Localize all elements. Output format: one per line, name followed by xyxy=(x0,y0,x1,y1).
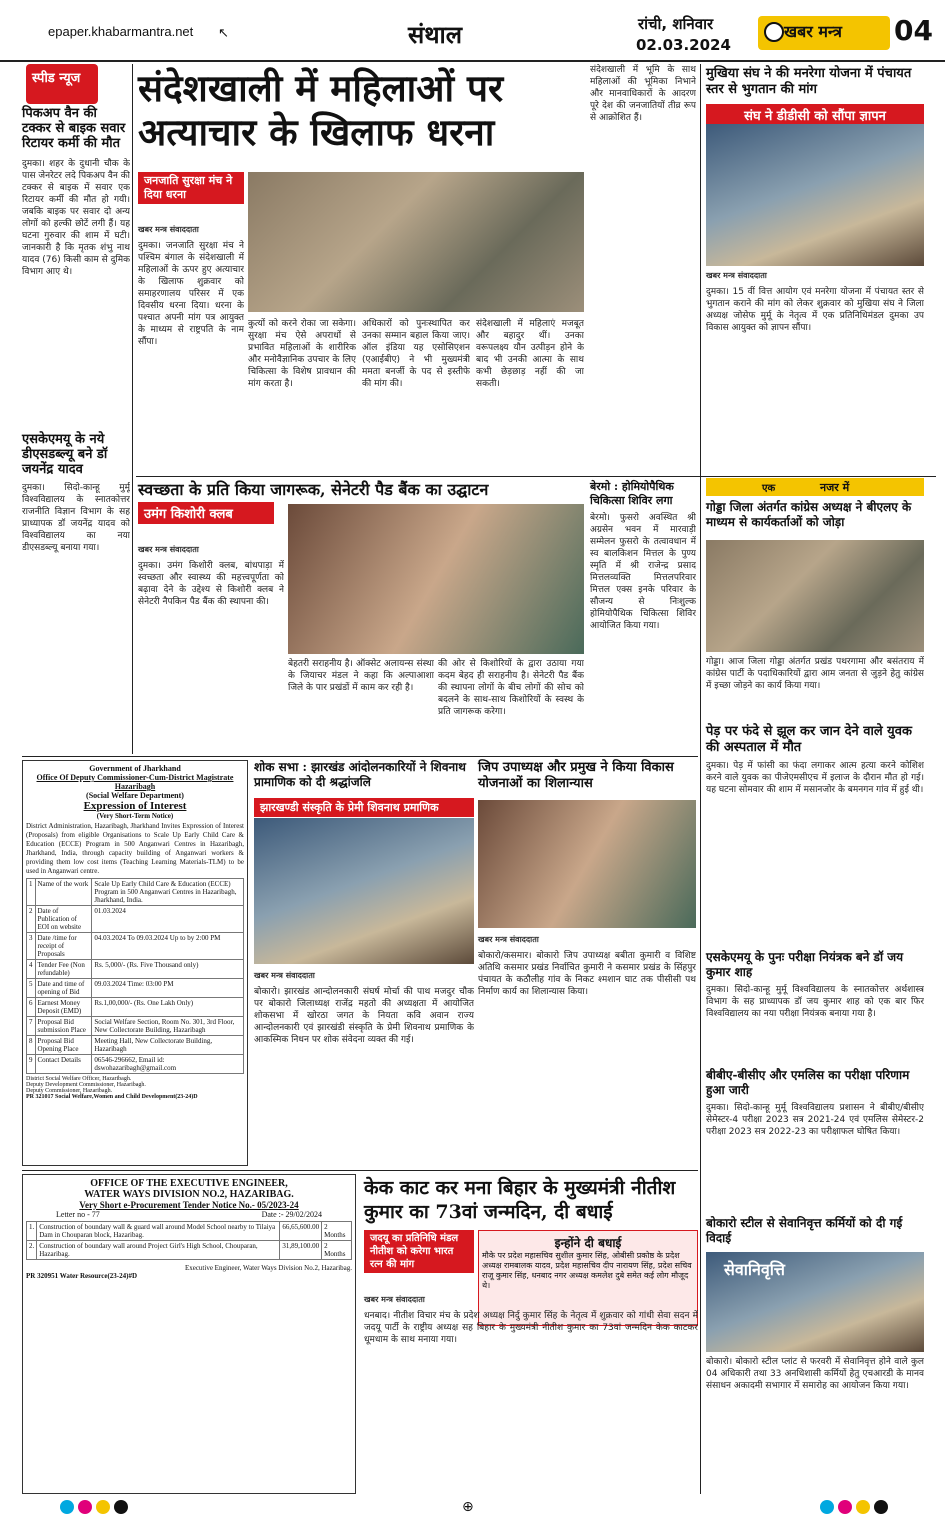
table-row xyxy=(27,979,244,998)
swachhta-body: दुमका। उमंग किशोरी क्लब, बांधपाड़ा में स्वच्छता और स्वास्थ्य की महत्त्वपूर्णता को बढ़ावा देने के उद्देश्य से किशोरी क्लब ने सेनेटरी नैपकिन पैड बैंक की स्थापना की। xyxy=(138,561,284,607)
table-cell: 2. xyxy=(27,1241,37,1260)
swachhta-subhead: उमंग किशोरी क्लब xyxy=(138,502,274,524)
table-cell: 9 xyxy=(27,1055,36,1074)
homeo-body: बेरमो। फुसरो अवस्थित श्री अग्रसेन भवन में मारवाड़ी सम्मेलन फुसरो के तत्वावधान में स्व बालकिशन मित्तल के पुण्य स्मृति में श्री राजेन्द्र प्रसाद मित्तलव्यक्ति मित्तलपरिवार मित्तल एक्स इनके परिवार के सौजन्य से निःशुल्क होमियोपैथिक चिकित्सा शिविर आयोजित किया गया। xyxy=(590,513,696,631)
notice2-sign: Executive Engineer, Water Ways Division No.2, Hazaribag. xyxy=(184,1264,352,1272)
masthead xyxy=(0,0,945,62)
table-cell: Social Welfare Section, Room No. 301, 3rd Floor, New Collectorate Building, Hazaribagh xyxy=(92,1017,244,1036)
speed-news-badge: स्पीड न्यूज xyxy=(26,64,98,104)
mukhiya-body: दुमका। 15 वीं वित्त आयोग एवं मनरेगा योजना में पंचायत स्तर से भुगतान कराने की मांग को लेकर शुक्रवार को मुखिया संघ ने जिला अध्यक्ष जोसेफ मुर्मू के नेतृत्व में एक प्रतिनिधिमंडल दुमका उप विकास आयुक्त को ज्ञापन सौंपा। xyxy=(706,287,924,333)
jip-byline: खबर मन्त्र संवाददाता xyxy=(478,935,539,944)
shok-photo xyxy=(254,818,474,964)
table-cell: 7 xyxy=(27,1017,36,1036)
page-number: 04 xyxy=(894,14,933,47)
issue-date: 02.03.2024 xyxy=(636,36,731,54)
city-day: रांची, शनिवार xyxy=(638,15,714,33)
notice1-line1: Government of Jharkhand xyxy=(89,764,181,773)
suicide-headline: पेड़ पर फंदे से झूल कर जान देने वाले युवक की अस्पताल में मौत xyxy=(706,724,912,755)
brand-logo-text: खबर मन्त्र xyxy=(784,22,842,41)
notice2-letter: Letter no - 77 xyxy=(56,1210,100,1219)
jac-body: दुमका। सिदो-कान्हू मुर्मू विश्वविद्यालय के स्नातकोत्तर अर्थशास्त्र विभाग के सह प्राध्यापक डॉ जय कुमार शाह को एक बार फिर विश्वविद्यालय का नया परीक्षा नियंत्रक बनाया गया है। xyxy=(706,985,924,1019)
table-row xyxy=(27,879,244,906)
table-cell: Tender Fee (Non refundable) xyxy=(35,960,92,979)
speed-news-body-2: दुमका। सिदो-कान्हू मुर्मू विश्वविद्यालय के स्नातकोत्तर राजनीति विज्ञान विभाग के सह प्राध्यापक डॉ जयनेंद्र यादव को विश्वविद्यालय का नया डीएसडब्ल्यू बनाया गया। xyxy=(22,483,130,553)
notice1-pr: PR 321017 Social Welfare,Women and Child Development(23-24)D xyxy=(26,1094,198,1100)
speed-news-headline-2: एसकेएमयू के नये डीएसडब्ल्यू बने डॉ जयनेंद्र यादव xyxy=(22,432,108,477)
table-cell: Contact Details xyxy=(35,1055,92,1074)
table-cell: Meeting Hall, New Collectorate Building, Hazaribagh xyxy=(92,1036,244,1055)
notice2-line2: WATER WAYS DIVISION NO.2, HAZARIBAG. xyxy=(84,1189,294,1200)
speed-news-body-1: दुमका। शहर के दुधानी चौक के पास जेनरेटर लदे पिकअप वैन की टक्कर से बाइक में सवार एक रिटायर कर्मी की मौत हो गयी। जबकि बाइक पर सवार दो अन्य लोगों को हल्की छोटें लगी हैं। यह घटना गुरुवार की शाम में घटी। जानकारी है कि मृतक शंभु नाथ यादव (76) किसी काम से दुमिक विभाग आए थे। xyxy=(22,159,130,277)
table-cell: 66,65,600.00 xyxy=(280,1222,322,1241)
mukhiya-headline: मुखिया संघ ने की मनरेगा योजना में पंचायत स्तर से भुगतान की मांग xyxy=(706,66,912,97)
shok-headline: शोक सभा : झारखंड आंदोलनकारियों ने शिवनाथ प्रामाणिक को दी श्रद्धांजलि xyxy=(254,760,466,789)
table-row xyxy=(27,998,244,1017)
shok-banner: झारखण्डी संस्कृति के प्रेमी शिवनाथ प्रमाणिक xyxy=(254,798,474,817)
section-title: संथाल xyxy=(408,20,463,49)
table-cell: Earnest Money Deposit (EMD) xyxy=(35,998,92,1017)
jip-photo xyxy=(478,800,696,928)
notice1-table xyxy=(26,878,244,1074)
table-row xyxy=(27,1017,244,1036)
table-row xyxy=(27,1222,352,1241)
notice1-sign-3: Deputy Commissioner, Hazaribagh. xyxy=(26,1088,113,1094)
lead-body-4: संदेशखाली में महिलाएं मजबूत और बहादुर थीं। उनका वरूपलक्ष्य यौन उत्पीड़न होने के बाद भी उनकी आत्मा के साथ कभी छेड़छाड़ नहीं की जा सकती। xyxy=(476,319,584,389)
table-cell: 31,89,100.00 xyxy=(280,1241,322,1260)
table-cell: 1. xyxy=(27,1222,37,1241)
table-cell: Date of Publication of EOI on website xyxy=(35,906,92,933)
lead-body-3: अधिकारों को पुनःस्थापित कर उनका सम्मान बहाल किया जाए। ऑल इंडिया यह एसोसिएशन (एआईबीए) ने भी मुख्यमंत्री ममता बनर्जी के पद से इस्तीफे की मांग की। xyxy=(362,319,470,389)
homeo-headline: बेरमो : होमियोपैथिक चिकित्सा शिविर लगा xyxy=(590,480,674,507)
table-cell: 4 xyxy=(27,960,36,979)
crosshair-icon: ⊕ xyxy=(462,1499,474,1515)
table-cell: 6 xyxy=(27,998,36,1017)
table-cell: 09.03.2024 Time: 03:00 PM xyxy=(92,979,244,998)
bokaro-steel-body: बोकारो। बोकारो स्टील प्लांट से फरवरी में सेवानिवृत्त होने वाले कुल 04 अधिकारी तथा 33 अनधिशासी कर्मियों हेतु एचआरडी के मानव संसाधन अकादमी सभागार में समारोह का आयोजन किया गया। xyxy=(706,1357,924,1391)
bokaro-steel-photo-text: सेवानिवृत्ति xyxy=(724,1260,785,1279)
table-cell: Proposal Bid submission Place xyxy=(35,1017,92,1036)
jac-headline: एसकेएमयू के पुनः परीक्षा नियंत्रक बने डॉ जय कुमार शाह xyxy=(706,950,904,979)
notice1-sub: (Very Short-Term Notice) xyxy=(96,812,174,820)
mukhiya-byline: खबर मन्त्र संवाददाता xyxy=(706,271,767,280)
table-cell: Proposal Bid Opening Place xyxy=(35,1036,92,1055)
bba-headline: बीबीए-बीसीए और एमलिस का परीक्षा परिणाम हुआ जारी xyxy=(706,1068,910,1097)
notice1-sign-1: District Social Welfare Officer, Hazaribagh. xyxy=(26,1076,132,1082)
notice1-sign-2: Deputy Development Commissioner, Hazaribagh. xyxy=(26,1082,146,1088)
lead-body-5: संदेशखाली में भूमि के साथ महिलाओं की भूमिका निभाने और मानवाधिकारों के आदरण पूरे देश की जनजातियों तीव्र रूप से आक्रोशित हैं। xyxy=(590,65,696,123)
speed-news-headline-1: पिकअप वैन की टक्कर से बाइक सवार रिटायर कर्मी की मौत xyxy=(22,106,126,151)
table-cell: Scale Up Early Child Care & Education (ECCE) Program in 500 Anganwari Centres in Hazaribagh, Jharkhand, India. xyxy=(92,879,244,906)
nitish-byline: खबर मन्त्र संवाददाता xyxy=(364,1295,425,1304)
notice2-table xyxy=(26,1221,352,1260)
suicide-body: दुमका। पेड़ में फांसी का फंदा लगाकर आत्म हत्या करने कोशिश करने वाले युवक का पीजेएमसीएच में इलाज के दौरान मौत हो गई। यह घटना सोमवार की शाम में मसानजोर के बमनगन गांव में हुई थी। xyxy=(706,761,924,795)
godda-photo xyxy=(706,540,924,652)
table-cell: 2 Months xyxy=(322,1222,352,1241)
jip-body: बोकारो/कसमार। बोकारो जिप उपाध्यक्ष बबीता कुमारी व विशिष्ट अतिथि कसमार प्रखंड निर्वाचित कुमारी ने कसमार प्रखंड के सिंहपुर पंचायत के कठौलीह गांव के निकट श्मशान घाट तक पीसीसी पथ निर्माण कार्य का शिलान्यास किया। xyxy=(478,951,696,997)
cursor-icon: ↖ xyxy=(218,26,229,41)
swachhta-photo xyxy=(288,504,584,654)
table-row xyxy=(27,906,244,933)
table-cell: Date and time of opening of Bid xyxy=(35,979,92,998)
bokaro-steel-headline: बोकारो स्टील से सेवानिवृत्त कर्मियों को दी गई विदाई xyxy=(706,1216,903,1245)
notice2-date: Date :- 29/02/2024 xyxy=(261,1210,322,1219)
table-row xyxy=(27,1055,244,1074)
table-cell: Date /time for receipt of Proposals xyxy=(35,933,92,960)
table-cell: 3 xyxy=(27,933,36,960)
table-row xyxy=(27,960,244,979)
lead-subhead: जनजाति सुरक्षा मंच ने दिया धरना xyxy=(138,172,244,204)
table-cell: 5 xyxy=(27,979,36,998)
swachhta-byline: खबर मन्त्र संवाददाता xyxy=(138,545,199,554)
nitish-headline: केक काट कर मना बिहार के मुख्यमंत्री नीतीश कुमार का 73वां जन्मदिन, दी बधाई xyxy=(364,1177,676,1223)
notice2-line1: OFFICE OF THE EXECUTIVE ENGINEER, xyxy=(90,1178,288,1189)
shok-body: बोकारो। झारखंड आन्दोलनकारी संघर्ष मोर्चा की पाथ मजदुर चौक पर बोकारो जिलाध्यक्ष राजेंद्र महतो की अध्यक्षता में आयोजित शोकसभा में खोरठा जगत के नियता कवि अवान राज्य आन्दोलनकारी एवं झारखंडी संस्कृति के प्रेमी शिवनाथ प्रमाणिक के आकस्मिक निधन पर शोक संवेदना व्यक्त की गई। xyxy=(254,987,474,1045)
notice2-title: Very Short e-Procurement Tender Notice No.- 05/2023-24 xyxy=(79,1200,299,1210)
print-marks xyxy=(0,1497,945,1517)
table-cell: 1 xyxy=(27,879,36,906)
godda-headline: गोड्डा जिला अंतर्गत कांग्रेस अध्यक्ष ने बीएलए के माध्यम से कार्यकर्ताओं को जोड़ा xyxy=(706,500,912,529)
mukhiya-subhead: संघ ने डीडीसी को सौंपा ज्ञापन xyxy=(706,104,924,126)
table-row xyxy=(27,933,244,960)
jip-headline: जिप उपाध्यक्ष और प्रमुख ने किया विकास योजनाओं का शिलान्यास xyxy=(478,760,674,791)
notice1-body: District Administration, Hazaribagh, Jharkhand Invites Expression of Interest (Proposals) from eligible Organisations to Scale Up Early Child Care & Education (ECCE) Program in 500 Anganwari Centres in Hazaribagh, Jharkhand, India, through capacity building of Anganwari workers & providing them low cost items (Teaching Learning Materials-TLM) to be used in Anganwari centre. xyxy=(26,822,244,875)
swachhta-headline: स्वच्छता के प्रति किया जागरूक, सेनेटरी पैड बैंक का उद्घाटन xyxy=(138,480,489,499)
table-cell: Rs.1,00,000/- (Rs. One Lakh Only) xyxy=(92,998,244,1017)
notice1-line3: (Social Welfare Department) xyxy=(86,791,184,800)
table-row xyxy=(27,1241,352,1260)
lead-headline: संदेशखाली में महिलाओं पर अत्याचार के खिलाफ धरना xyxy=(138,66,504,154)
table-cell: Construction of boundary wall around Project Girl's High School, Chouparan, Hazaribag. xyxy=(37,1241,280,1260)
table-cell: 2 Months xyxy=(322,1241,352,1260)
lead-byline: खबर मन्त्र संवाददाता xyxy=(138,225,199,234)
notice1-title: Expression of Interest xyxy=(83,800,187,812)
table-cell: 8 xyxy=(27,1036,36,1055)
lead-body-1: दुमका। जनजाति सुरक्षा मंच ने पश्चिम बंगाल के संदेशखाली में महिलाओं के ऊपर हुए अत्याचार के खिलाफ शुक्रवार को समाहरणालय परिसर में एक दिवसीय धरना दिया। धरना के पश्चात अपनी मांग पत्र आयुक्त के माध्यम से राष्ट्रपति के नाम सौंपा। xyxy=(138,241,244,347)
eoi-notice xyxy=(22,760,248,1166)
nitish-body: धनबाद। नीतीश विचार मंच के प्रदेश अध्यक्ष निर्दु कुमार सिंह के नेतृत्व में शुक्रवार को गांधी सेवा सदन में जदयू पार्टी के राष्ट्रीय अध्यक्ष सह बिहार के मुख्यमंत्री नीतीश कुमार का 73वां जन्मदिन केक काटकर धूमधाम के साथ मनाया गया। xyxy=(364,1311,698,1345)
nitish-greet-body: मौके पर प्रदेश महासचिव सुशील कुमार सिंह, ओबीसी प्रकोष्ठ के प्रदेश अध्यक्ष रामबालक यादव, प्रदेश महासचिव दीप नारायण सिंह, प्रदेश सचिव राजू कुमार सिंह, धनबाद नगर अध्यक्ष कमलेश दुबे समेत कई लोग मौजूद थे। xyxy=(482,1251,692,1290)
logo-icon xyxy=(764,22,784,42)
table-cell: Construction of boundary wall & guard wall around Model School nearby to Tilaiya Dam in Chouparan block, Hazaribag. xyxy=(37,1222,280,1241)
table-cell: 01.03.2024 xyxy=(92,906,244,933)
lead-photo xyxy=(248,172,584,312)
nitish-greet-title: इन्होंने दी बधाई xyxy=(554,1236,622,1250)
table-cell: 2 xyxy=(27,906,36,933)
site-url[interactable]: epaper.khabarmantra.net xyxy=(48,24,194,39)
nazar-band xyxy=(706,478,924,496)
swachhta-body-3: की ओर से किशोरियों के द्वारा उठाया गया कदम बेहद ही सराहनीय है। सेनेटरी पैड बैंक की स्थापना लोगों के बीच लोगों की सोच को बदलने के साथ-साथ किशोरियों के स्वस्थ के प्रति जागरूक करेगा। xyxy=(438,659,584,717)
notice2-pr: PR 320951 Water Resource(23-24)#D xyxy=(26,1272,138,1280)
nazar-band-tag: एक xyxy=(762,483,776,494)
lead-body-2: कुत्यों को करने रोका जा सकेगा। सुरक्षा मंच ऐसे अपराधों से प्रभावित महिलाओं के शारीरिक और मनोवैज्ञानिक उपचार के लिए चिकित्सा के विशेष प्रावधान की मांग करता है। xyxy=(248,319,356,389)
swachhta-body-2: बेहतरी सराहनीय है। ऑक्सेट अलायन्स संस्था के जियाचर मंडल ने कहा कि अल्पाआशा जिले के पार प्रखंडों में काम कर रही है। xyxy=(288,659,434,693)
table-cell: Rs. 5,000/- (Rs. Five Thousand only) xyxy=(92,960,244,979)
notice1-line2: Office Of Deputy Commissioner-Cum-District Magistrate Hazaribagh xyxy=(36,773,234,791)
nitish-redbox: जदयू का प्रतिनिधि मंडल नीतीश को करेगा भारत रत्न की मांग xyxy=(364,1230,474,1273)
nazar-band-label: नजर में xyxy=(820,481,850,494)
tender-notice xyxy=(22,1174,356,1494)
bba-body: दुमका। सिदो-कान्हू मुर्मू विश्वविद्यालय प्रशासन ने बीबीए/बीसीए सेमेस्टर-4 परीक्षा 2023 सत्र 2021-24 एवं एमलिस सेमेस्टर-2 परीक्षा 2023 सत्र 2022-23 का परीक्षाफल घोषित किया। xyxy=(706,1103,924,1137)
godda-body: गोड्डा। आज जिला गोड्डा अंतर्गत प्रखंड पथरगामा और बसंतराय में कांग्रेस पार्टी के पदाधिकारियों द्वारा आम जनता से जुड़ने हेतु कांग्रेस में इच्छा जोड़ने का कार्य किया गया। xyxy=(706,657,924,691)
table-row xyxy=(27,1036,244,1055)
table-cell: 04.03.2024 To 09.03.2024 Up to by 2:00 PM xyxy=(92,933,244,960)
shok-byline: खबर मन्त्र संवाददाता xyxy=(254,971,315,980)
table-cell: 06546-296662, Email id: dswohazaribagh@gmail.com xyxy=(92,1055,244,1074)
mukhiya-photo xyxy=(706,124,924,266)
table-cell: Name of the work xyxy=(35,879,92,906)
